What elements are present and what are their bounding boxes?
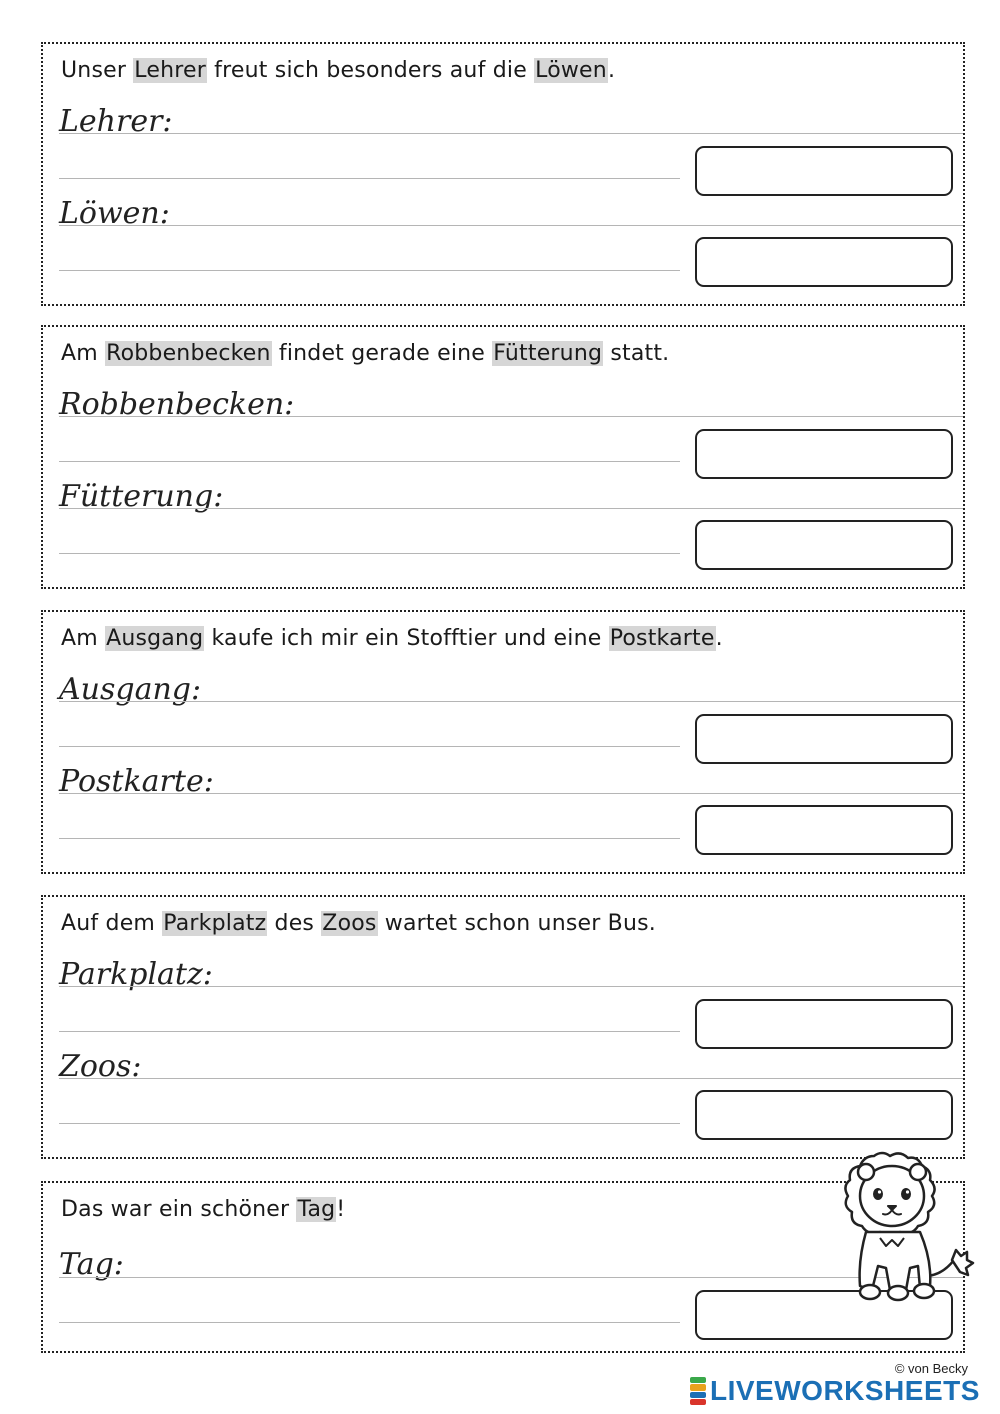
writing-line	[59, 1123, 680, 1124]
cursive-word: Robbenbecken:	[59, 387, 295, 422]
sentence	[61, 911, 656, 936]
sentence-text: freut sich besonders auf die	[206, 58, 535, 83]
answer-input[interactable]	[695, 237, 953, 287]
sentence-text: Das war ein schöner	[61, 1197, 297, 1222]
sentence-text: des	[267, 911, 322, 936]
writing-line	[59, 461, 680, 462]
exercise-box-3	[41, 610, 965, 874]
answer-input[interactable]	[695, 1090, 953, 1140]
sentence	[61, 58, 615, 83]
brand-logo	[690, 1374, 980, 1408]
cursive-word: Lehrer:	[59, 104, 173, 139]
highlighted-word: Löwen	[535, 58, 607, 83]
writing-line	[59, 178, 680, 179]
answer-input[interactable]	[695, 520, 953, 570]
brand-name: LIVEWORKSHEETS	[710, 1375, 980, 1406]
sentence-text: .	[607, 58, 616, 83]
writing-line	[59, 1078, 963, 1079]
highlighted-word: Lehrer	[134, 58, 206, 83]
answer-input[interactable]	[695, 999, 953, 1049]
cursive-word: Parkplatz:	[59, 957, 213, 992]
answer-input[interactable]	[695, 146, 953, 196]
sentence	[61, 1197, 345, 1222]
sentence	[61, 341, 669, 366]
sentence-text: !	[336, 1197, 346, 1222]
sentence-text: Am	[61, 626, 106, 651]
sentence-text: Am	[61, 341, 106, 366]
credit-text: © von Becky	[894, 1361, 968, 1376]
cursive-word: Fütterung:	[59, 479, 224, 514]
highlighted-word: Robbenbecken	[106, 341, 271, 366]
writing-line	[59, 1322, 680, 1323]
writing-line	[59, 793, 963, 794]
highlighted-word: Fütterung	[493, 341, 603, 366]
cursive-word: Löwen:	[59, 196, 170, 231]
writing-line	[59, 701, 963, 702]
answer-input[interactable]	[695, 805, 953, 855]
sentence-text: Auf dem	[61, 911, 163, 936]
answer-input[interactable]	[695, 429, 953, 479]
sentence-text: .	[715, 626, 723, 651]
cursive-word: Tag:	[59, 1247, 124, 1282]
cursive-word: Zoos:	[59, 1049, 142, 1084]
answer-input[interactable]	[695, 714, 953, 764]
writing-line	[59, 1031, 680, 1032]
sentence	[61, 626, 723, 651]
exercise-box-1	[41, 42, 965, 306]
sentence-text: findet gerade eine	[271, 341, 493, 366]
writing-line	[59, 225, 963, 226]
highlighted-word: Zoos	[322, 911, 377, 936]
cursive-word: Postkarte:	[59, 764, 214, 799]
writing-line	[59, 746, 680, 747]
highlighted-word: Parkplatz	[163, 911, 267, 936]
writing-line	[59, 838, 680, 839]
highlighted-word: Ausgang	[106, 626, 204, 651]
sentence-text: kaufe ich mir ein Stofftier und eine	[204, 626, 609, 651]
sentence-text: Unser	[61, 58, 134, 83]
sentence-text: wartet schon unser Bus.	[377, 911, 656, 936]
writing-line	[59, 508, 963, 509]
sentence-text: statt.	[603, 341, 670, 366]
exercise-box-2	[41, 325, 965, 589]
cursive-word: Ausgang:	[59, 672, 202, 707]
writing-line	[59, 553, 680, 554]
lion-cartoon-icon	[812, 1148, 976, 1308]
writing-line	[59, 416, 963, 417]
writing-line	[59, 986, 963, 987]
exercise-box-4	[41, 895, 965, 1159]
highlighted-word: Tag	[297, 1197, 336, 1222]
highlighted-word: Postkarte	[609, 626, 715, 651]
liveworksheets-logo-icon	[690, 1377, 706, 1405]
writing-line	[59, 270, 680, 271]
writing-line	[59, 133, 963, 134]
